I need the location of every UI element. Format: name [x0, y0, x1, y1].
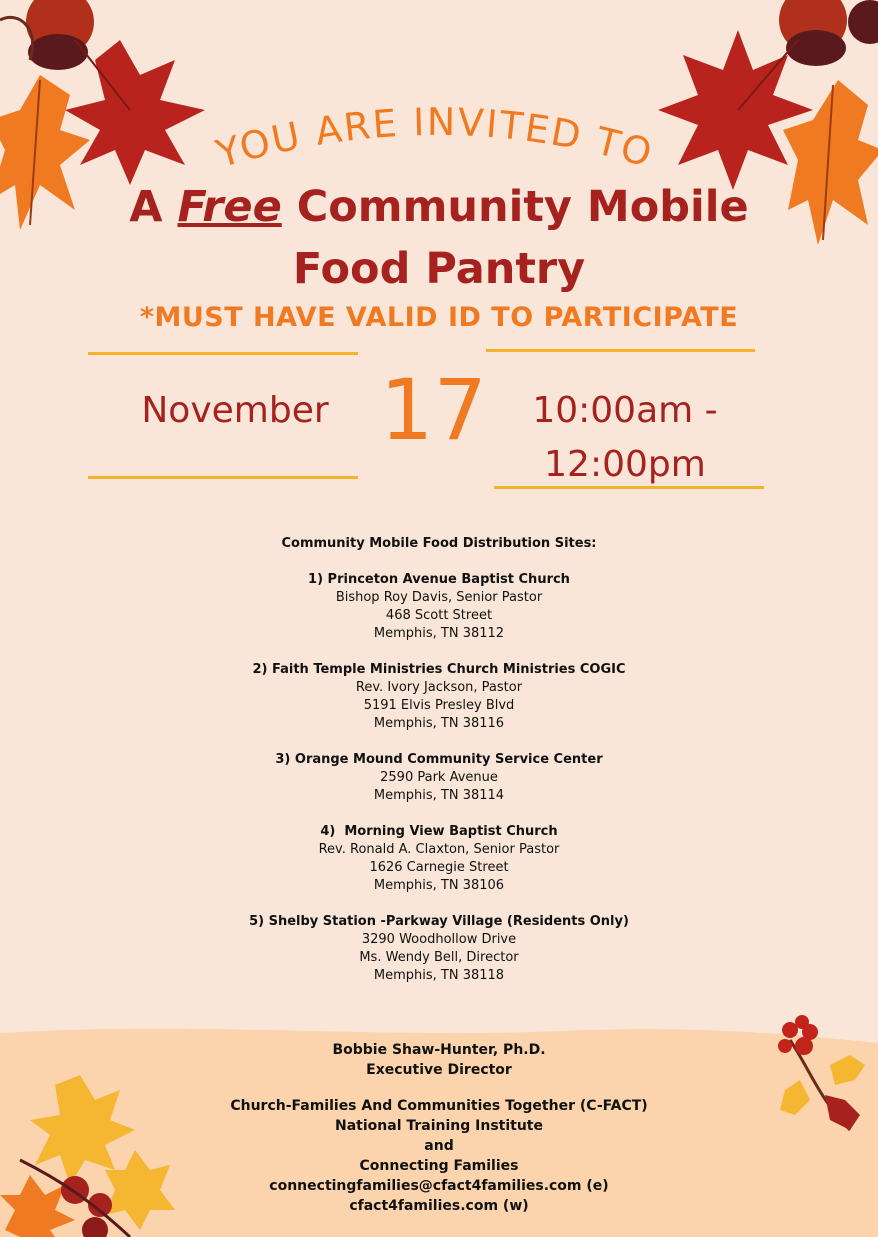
contact-email: connectingfamilies@cfact4families.com (e) [269, 1178, 609, 1194]
site-item [139, 571, 739, 643]
event-time-end: 12:00pm [544, 444, 706, 485]
site-line: 468 Scott Street [385, 608, 493, 623]
contact-info [139, 1040, 739, 1216]
site-item [139, 661, 739, 733]
site-line: Memphis, TN 38112 [373, 626, 505, 641]
director-title: Executive Director [366, 1062, 512, 1078]
site-name: 4) Morning View Baptist Church [320, 824, 558, 839]
invited-heading [0, 90, 878, 180]
svg-text:YOU ARE INVITED TO [211, 100, 659, 177]
id-requirement: *MUST HAVE VALID ID TO PARTICIPATE [139, 302, 739, 333]
site-line: 3290 Woodhollow Drive [361, 932, 517, 947]
org-partner: Connecting Families [359, 1158, 519, 1174]
site-name: 3) Orange Mound Community Service Center [275, 752, 603, 767]
event-month: November [141, 390, 329, 431]
org-name: Church-Families And Communities Together (C-FACT) [230, 1098, 648, 1114]
sites-heading: Community Mobile Food Distribution Sites: [281, 536, 597, 551]
site-item [139, 913, 739, 985]
event-time-start: 10:00am - [532, 390, 718, 431]
divider-top-right [486, 349, 755, 352]
site-line: Memphis, TN 38114 [373, 788, 505, 803]
site-line: Memphis, TN 38116 [373, 716, 505, 731]
event-time [500, 384, 750, 492]
divider-top-left [88, 352, 358, 355]
event-title [0, 176, 878, 300]
site-item [139, 823, 739, 895]
title-line-1 [0, 176, 878, 238]
event-day: 17 [380, 361, 487, 459]
director-block [139, 1040, 739, 1080]
title-line-2: Food Pantry [292, 244, 586, 294]
site-item [139, 751, 739, 805]
site-line: Memphis, TN 38106 [373, 878, 505, 893]
divider-bottom-left [88, 476, 358, 479]
distribution-sites [139, 535, 739, 1003]
title-prefix: A [129, 182, 178, 232]
site-line: 5191 Elvis Presley Blvd [363, 698, 515, 713]
berry-branch-bottom-right [770, 1010, 878, 1140]
site-line: Rev. Ronald A. Claxton, Senior Pastor [318, 842, 560, 857]
title-free: Free [177, 182, 282, 232]
site-line: 2590 Park Avenue [380, 770, 498, 785]
site-line: Bishop Roy Davis, Senior Pastor [335, 590, 543, 605]
site-line: Rev. Ivory Jackson, Pastor [355, 680, 523, 695]
invited-text: YOU ARE INVITED TO [211, 99, 659, 177]
site-line: Memphis, TN 38118 [373, 968, 505, 983]
org-subtitle: National Training Institute [335, 1118, 543, 1134]
director-name: Bobbie Shaw-Hunter, Ph.D. [332, 1042, 546, 1058]
org-and: and [424, 1138, 454, 1154]
organization-block [139, 1096, 739, 1216]
title-rest: Community Mobile [281, 182, 749, 232]
site-name: 5) Shelby Station -Parkway Village (Residents Only) [249, 914, 629, 929]
site-line: Ms. Wendy Bell, Director [359, 950, 519, 965]
site-name: 2) Faith Temple Ministries Church Ministries COGIC [252, 662, 626, 677]
site-line: 1626 Carnegie Street [369, 860, 509, 875]
site-name: 1) Princeton Avenue Baptist Church [308, 572, 570, 587]
contact-website: cfact4families.com (w) [349, 1198, 529, 1214]
